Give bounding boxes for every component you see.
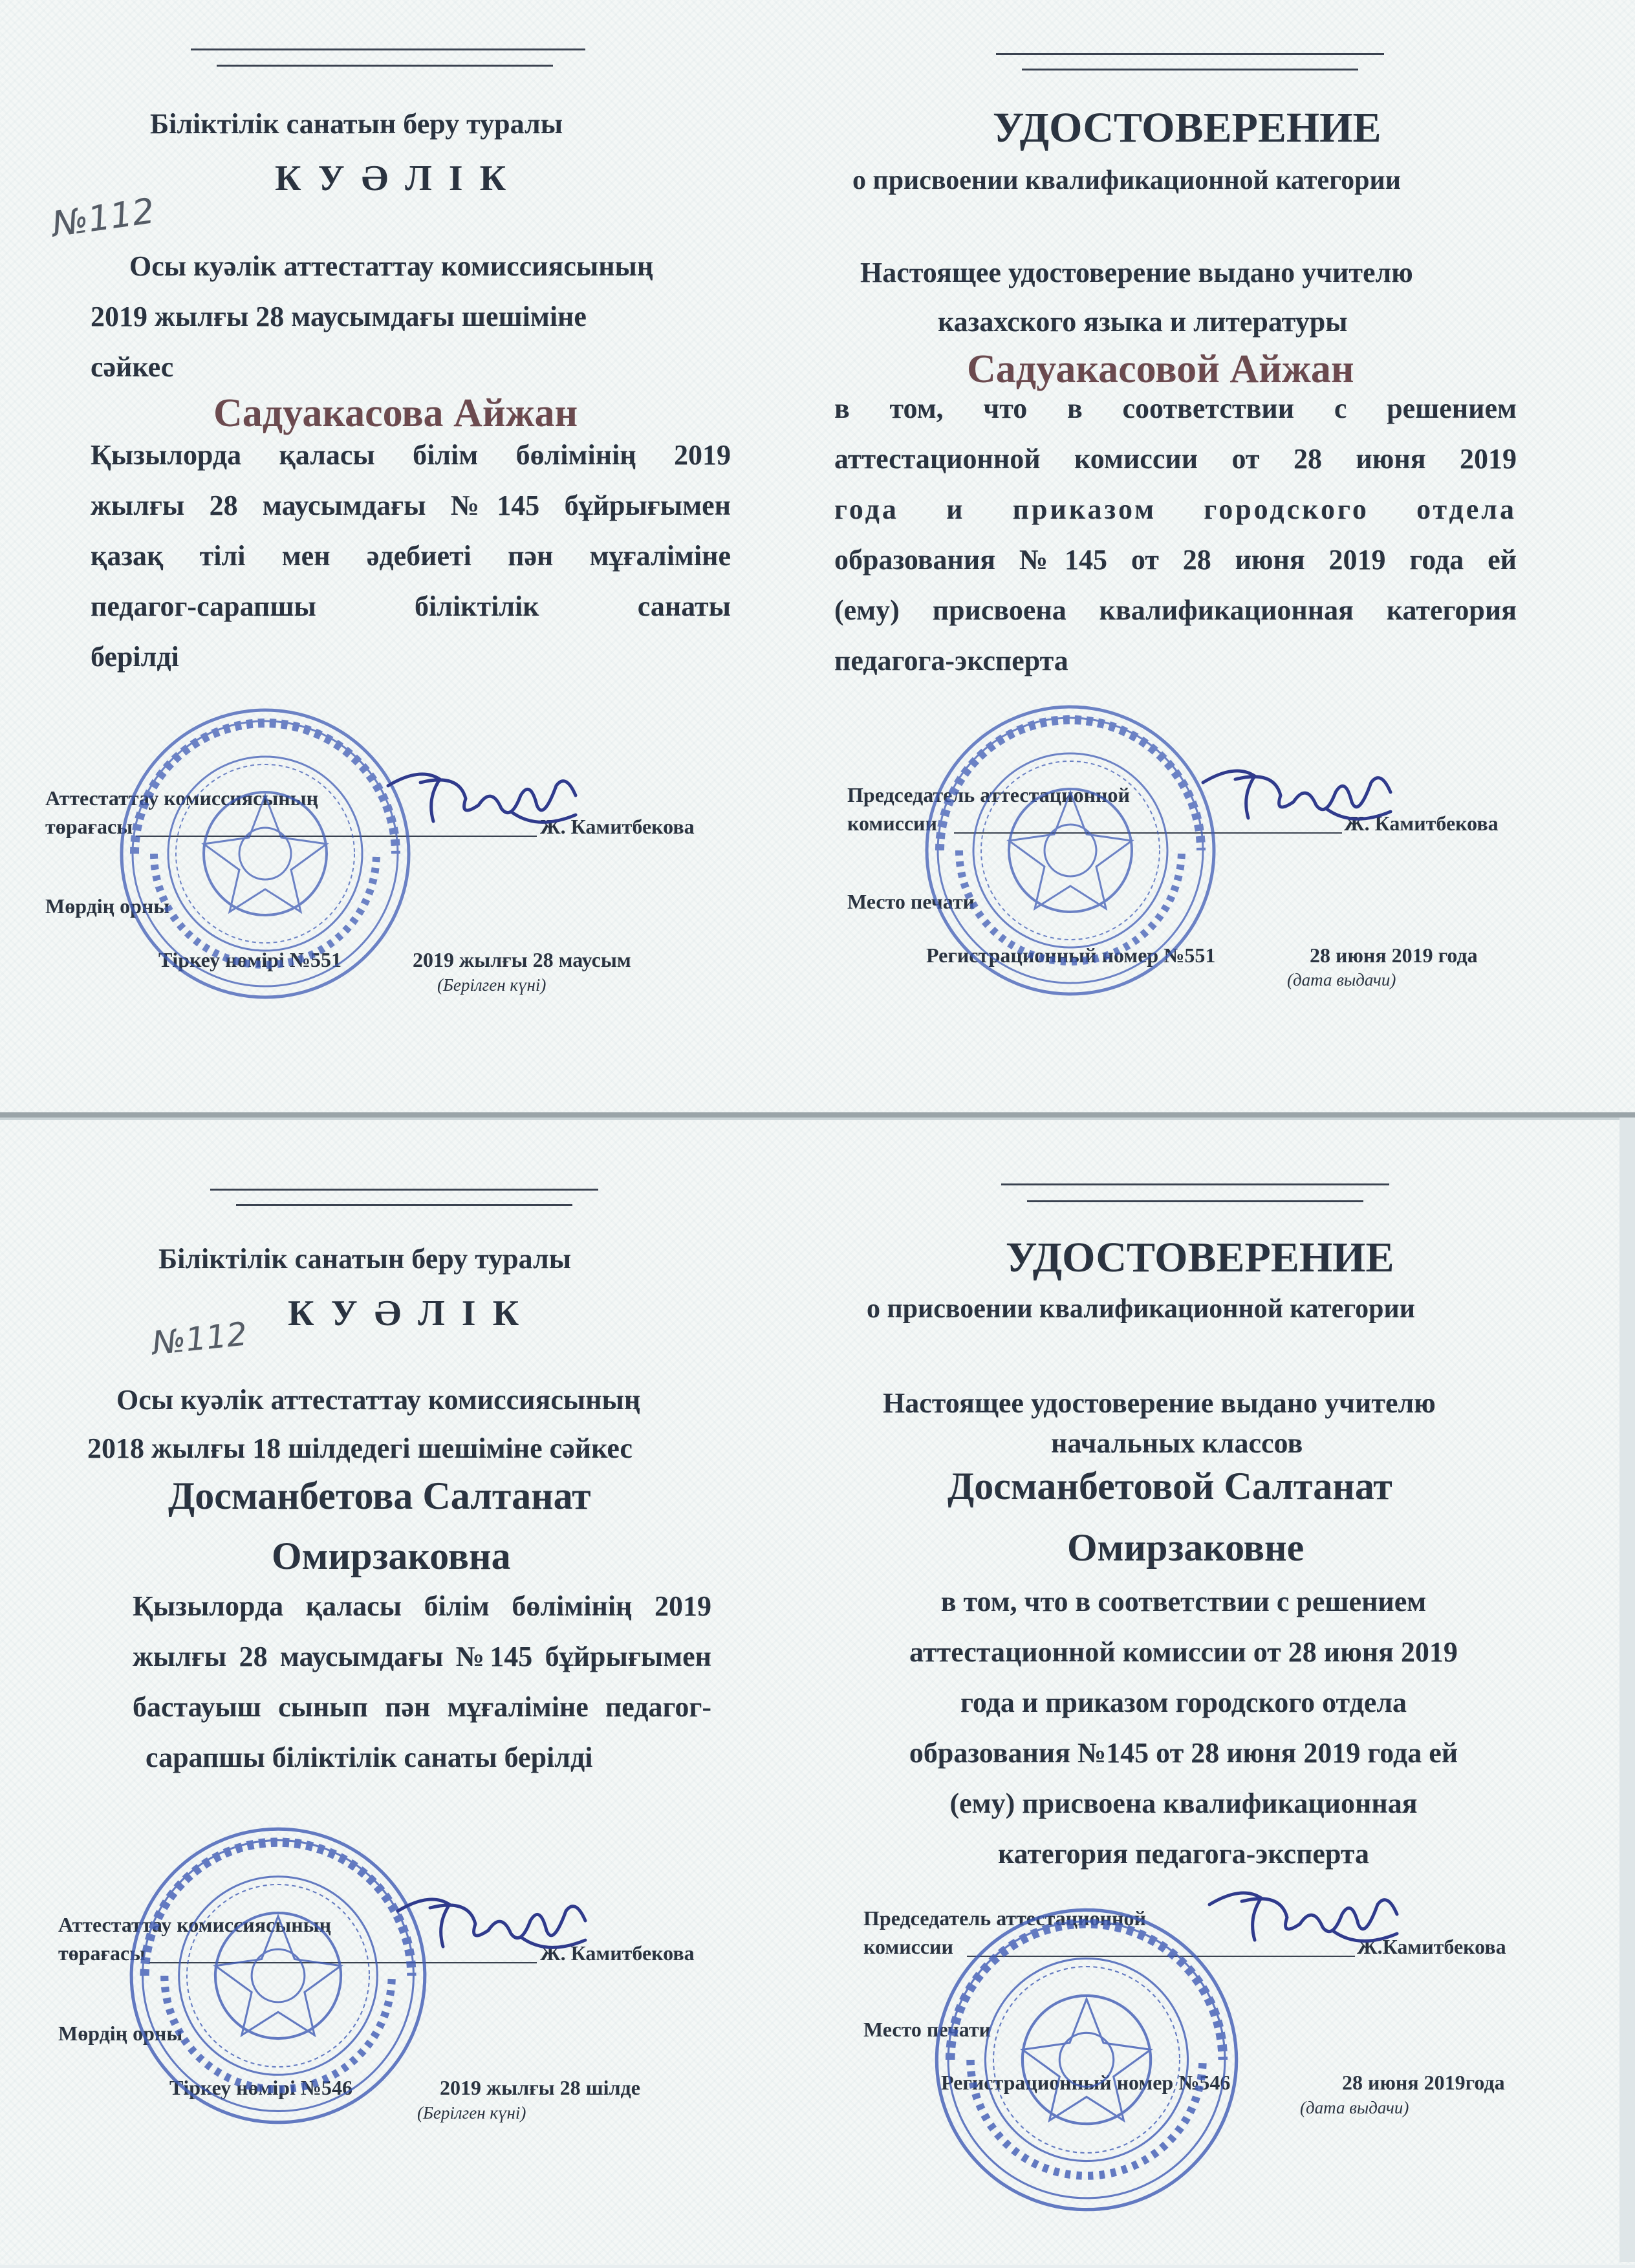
chair-label: төрағасы xyxy=(58,1941,146,1965)
certificate-title: К У Ә Л І К xyxy=(275,158,510,199)
recipient-name: Садуакасова Айжан xyxy=(213,391,578,435)
handwritten-signature xyxy=(1193,757,1407,834)
body-line: жылғы 28 маусымдағы №145 бұйрығымен xyxy=(91,490,731,521)
intro-line: 2019 жылғы 28 маусымдағы шешіміне xyxy=(91,301,587,332)
chair-label: комиссии xyxy=(863,1935,953,1958)
body-line: қазақ тілі мен әдебиеті пән мұғаліміне xyxy=(91,540,731,572)
seal-place-label: Мөрдің орны xyxy=(45,894,170,918)
certificate-header: Біліктілік санатын беру туралы xyxy=(158,1243,572,1275)
registration-number: Тіркеу нөмірі №551 xyxy=(158,948,342,971)
body-line: года и приказом городского отдела xyxy=(834,493,1517,525)
body-line: аттестационной комиссии от 28 июня 2019 xyxy=(834,443,1517,475)
round-seal-stamp xyxy=(922,702,1219,999)
body-line: педагога-эксперта xyxy=(834,645,1068,676)
certificate-subtitle: о присвоении квалификационной категории xyxy=(852,166,1401,195)
chair-name: Ж. Камитбекова xyxy=(1344,812,1499,835)
header-rule xyxy=(1027,1200,1363,1202)
handwritten-signature xyxy=(1200,1879,1413,1956)
header-rule xyxy=(217,65,553,67)
issue-date-caption: (дата выдачи) xyxy=(1300,2098,1409,2117)
round-seal-stamp xyxy=(116,705,414,1002)
recipient-patronymic: Омирзаковне xyxy=(1067,1526,1305,1569)
body-line: аттестационной комиссии от 28 июня 2019 xyxy=(909,1636,1458,1668)
handwritten-signature xyxy=(382,760,589,837)
body-line: года и приказом городского отдела xyxy=(960,1687,1407,1718)
body-line: в том, что в соответствии с решением xyxy=(940,1586,1427,1617)
body-line: сарапшы біліктілік санаты берілді xyxy=(146,1742,593,1773)
chair-label: Председатель аттестационной xyxy=(847,783,1130,806)
chair-name: Ж. Камитбекова xyxy=(540,1941,695,1965)
issue-date: 28 июня 2019 года xyxy=(1310,944,1478,967)
seal-place-label: Место печати xyxy=(863,2018,991,2041)
certificate-title: УДОСТОВЕРЕНИЕ xyxy=(1006,1234,1394,1281)
body-line: жылғы 28 маусымдағы №145 бұйрығымен xyxy=(133,1641,711,1672)
page-edge xyxy=(1619,1118,1635,2262)
certificate-title: К У Ә Л І К xyxy=(288,1293,523,1334)
certificate-subtitle: о присвоении квалификационной категории xyxy=(867,1294,1415,1324)
registration-number: Тіркеу нөмірі №546 xyxy=(169,2076,353,2099)
seal-place-label: Мөрдің орны xyxy=(58,2022,183,2045)
chair-name: Ж.Камитбекова xyxy=(1357,1935,1506,1958)
issue-date-caption: (Берілген күні) xyxy=(417,2103,526,2122)
intro-line: казахского языка и литературы xyxy=(938,306,1348,338)
issue-date: 2019 жылғы 28 шілде xyxy=(440,2076,640,2099)
recipient-patronymic: Омирзаковна xyxy=(272,1535,511,1577)
intro-line: Настоящее удостоверение выдано учителю xyxy=(860,257,1413,288)
chair-label: төрағасы xyxy=(45,815,133,838)
certificate-header: Біліктілік санатын беру туралы xyxy=(150,108,563,140)
body-line: бастауыш сынып пән мұғаліміне педагог- xyxy=(133,1691,711,1723)
recipient-name: Садуакасовой Айжан xyxy=(967,347,1354,391)
intro-line: сәйкес xyxy=(91,351,174,383)
header-rule xyxy=(1001,1183,1389,1185)
round-seal-stamp xyxy=(931,1905,1242,2215)
body-line: образования №145 от 28 июня 2019 года ей xyxy=(834,544,1517,576)
round-seal-stamp xyxy=(126,1824,430,2128)
handwritten-note: №112 xyxy=(49,190,157,245)
header-rule xyxy=(236,1204,572,1206)
intro-line: Осы куәлік аттестаттау комиссиясының xyxy=(129,250,654,282)
intro-line: 2018 жылғы 18 шілдедегі шешіміне сәйкес xyxy=(87,1432,633,1464)
body-line: педагог-сарапшы біліктілік санаты xyxy=(91,590,731,622)
recipient-name: Досманбетовой Салтанат xyxy=(947,1465,1392,1507)
certificate-title: УДОСТОВЕРЕНИЕ xyxy=(993,104,1381,151)
sheet-gap xyxy=(0,1112,1635,1118)
chair-label: Аттестаттау комиссиясының xyxy=(58,1913,332,1936)
registration-number: Регистрационный номер №551 xyxy=(926,944,1216,967)
header-rule xyxy=(996,53,1384,55)
intro-line: Настоящее удостоверение выдано учителю xyxy=(883,1387,1436,1419)
header-rule xyxy=(1022,69,1358,70)
body-line: (ему) присвоена квалификационная категория xyxy=(834,594,1517,626)
body-line: категория педагога-эксперта xyxy=(998,1838,1369,1870)
chair-name: Ж. Камитбекова xyxy=(540,815,695,838)
body-line: Қызылорда қаласы білім бөлімінің 2019 xyxy=(91,439,731,471)
issue-date-caption: (дата выдачи) xyxy=(1287,970,1396,989)
recipient-name: Досманбетова Салтанат xyxy=(168,1474,591,1517)
handwritten-signature xyxy=(388,1885,601,1963)
header-rule xyxy=(191,49,585,50)
chair-label: Аттестаттау комиссиясының xyxy=(45,786,319,810)
issue-date: 28 июня 2019года xyxy=(1342,2071,1505,2094)
issue-date: 2019 жылғы 28 маусым xyxy=(413,948,631,971)
chair-label: Председатель аттестационной xyxy=(863,1906,1146,1930)
body-line: берілді xyxy=(91,641,179,673)
issue-date-caption: (Берілген күні) xyxy=(437,975,547,995)
intro-line: Осы куәлік аттестаттау комиссиясының xyxy=(116,1384,641,1416)
body-line: (ему) присвоена квалификационная xyxy=(949,1787,1418,1819)
body-line: Қызылорда қаласы білім бөлімінің 2019 xyxy=(133,1590,711,1622)
registration-number: Регистрационный номер №546 xyxy=(941,2071,1231,2094)
seal-place-label: Место печати xyxy=(847,890,975,913)
header-rule xyxy=(210,1189,598,1191)
intro-line: начальных классов xyxy=(1051,1427,1303,1459)
body-line: в том, что в соответствии с решением xyxy=(834,393,1517,424)
handwritten-note: №112 xyxy=(150,1315,250,1363)
chair-label: комиссии xyxy=(847,812,937,835)
body-line: образования №145 от 28 июня 2019 года ей xyxy=(909,1737,1458,1769)
